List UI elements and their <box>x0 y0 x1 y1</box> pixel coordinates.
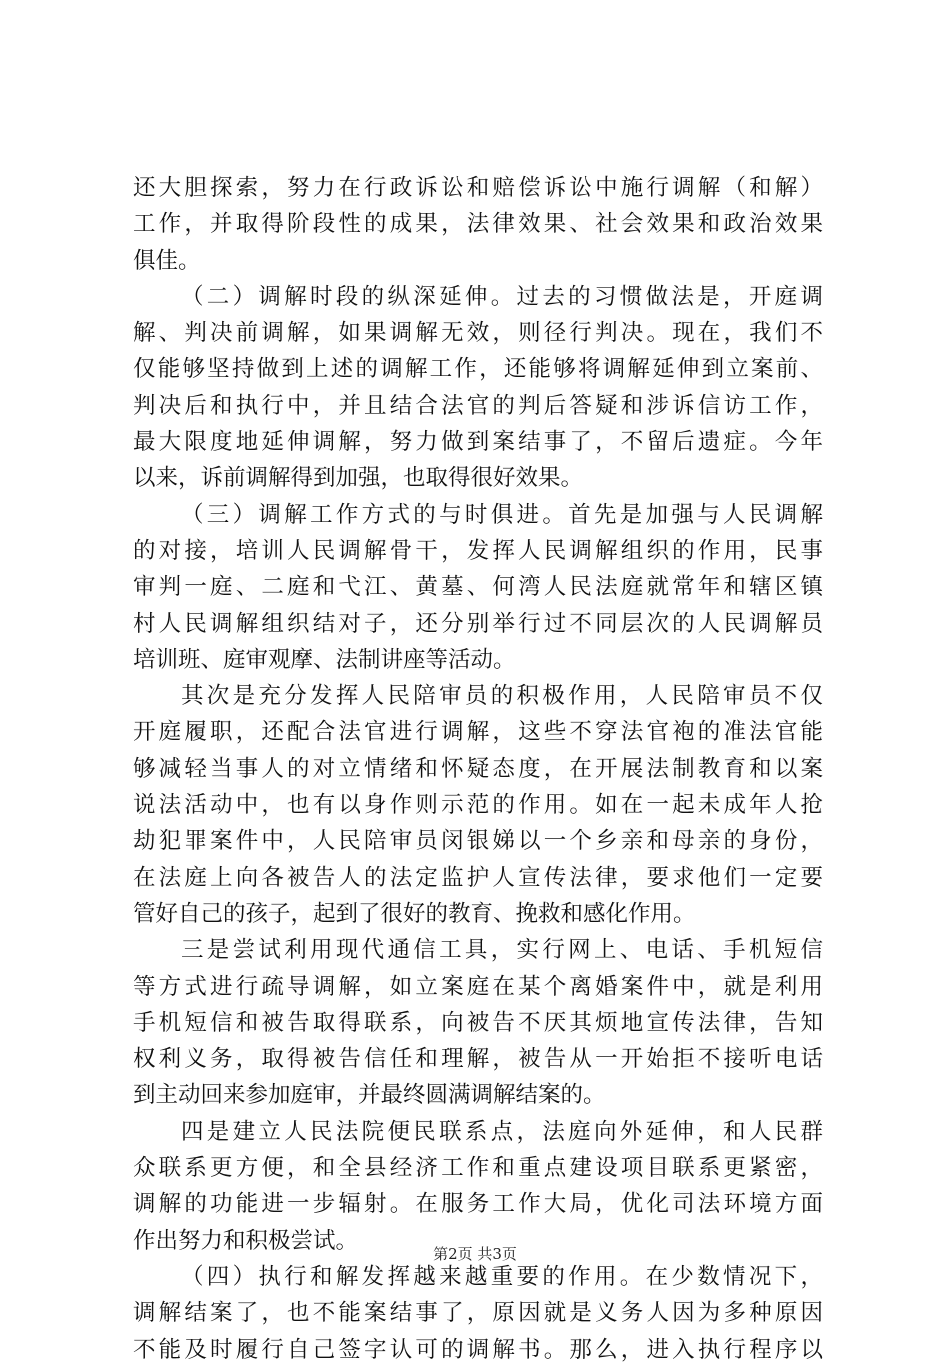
text-line: 工作，并取得阶段性的成果，法律效果、社会效果和政治效果 <box>133 211 823 238</box>
text-line: 其次是充分发挥人民陪审员的积极作用，人民陪审员不仅 <box>181 683 823 710</box>
page-footer: 第2页 共3页 <box>433 1245 517 1263</box>
text-line: 判决后和执行中，并且结合法官的判后答疑和涉诉信访工作， <box>133 392 823 419</box>
text-line: 仅能够坚持做到上述的调解工作，还能够将调解延伸到立案前、 <box>133 356 823 383</box>
text-line: 调解的功能进一步辐射。在服务工作大局，优化司法环境方面 <box>133 1191 823 1218</box>
text-line: 审判一庭、二庭和弋江、黄墓、何湾人民法庭就常年和辖区镇 <box>133 574 823 601</box>
text-line: 不能及时履行自己签字认可的调解书。那么，进入执行程序以 <box>133 1336 823 1363</box>
text-line: 劫犯罪案件中，人民陪审员闵银娣以一个乡亲和母亲的身份， <box>133 828 823 855</box>
text-line: 三是尝试利用现代通信工具，实行网上、电话、手机短信 <box>181 937 823 964</box>
text-line: 调解结案了，也不能案结事了，原因就是义务人因为多种原因 <box>133 1300 823 1327</box>
text-line: 解、判决前调解，如果调解无效，则径行判决。现在，我们不 <box>133 320 823 347</box>
text-line: 还大胆探索，努力在行政诉讼和赔偿诉讼中施行调解（和解） <box>133 175 823 201</box>
text-line: 培训班、庭审观摩、法制讲座等活动。 <box>133 646 516 673</box>
text-line: 村人民调解组织结对子，还分别举行过不同层次的人民调解员 <box>133 610 823 637</box>
text-line: 管好自己的孩子，起到了很好的教育、挽救和感化作用。 <box>133 900 696 927</box>
text-line: 在法庭上向各被告人的法定监护人宣传法律，要求他们一定要 <box>133 864 823 891</box>
text-line: 的对接，培训人民调解骨干，发挥人民调解组织的作用，民事 <box>133 537 823 564</box>
text-line: （二）调解时段的纵深延伸。过去的习惯做法是，开庭调 <box>181 283 823 310</box>
text-line: 够减轻当事人的对立情绪和怀疑态度，在开展法制教育和以案 <box>133 755 823 782</box>
text-line: （四）执行和解发挥越来越重要的作用。在少数情况下， <box>181 1263 823 1290</box>
text-line: 最大限度地延伸调解，努力做到案结事了，不留后遗症。今年 <box>133 429 823 456</box>
text-line: 众联系更方便，和全县经济工作和重点建设项目联系更紧密， <box>133 1155 823 1182</box>
text-line: 权利义务，取得被告信任和理解，被告从一开始拒不接听电话 <box>133 1046 823 1073</box>
text-line: 四是建立人民法院便民联系点，法庭向外延伸，和人民群 <box>181 1118 823 1145</box>
text-line: （三）调解工作方式的与时俱进。首先是加强与人民调解 <box>181 501 823 528</box>
text-line: 等方式进行疏导调解，如立案庭在某个离婚案件中，就是利用 <box>133 973 823 1000</box>
text-line: 作出努力和积极尝试。 <box>133 1227 359 1254</box>
text-line: 俱佳。 <box>133 247 201 274</box>
text-line: 说法活动中，也有以身作则示范的作用。如在一起未成年人抢 <box>133 792 823 819</box>
text-line: 手机短信和被告取得联系，向被告不厌其烦地宣传法律，告知 <box>133 1009 823 1036</box>
text-line: 以来，诉前调解得到加强，也取得很好效果。 <box>133 465 584 492</box>
document-body <box>133 170 823 1368</box>
text-line: 到主动回来参加庭审，并最终圆满调解结案的。 <box>133 1082 606 1109</box>
text-line: 开庭履职，还配合法官进行调解，这些不穿法官袍的准法官能 <box>133 719 823 746</box>
